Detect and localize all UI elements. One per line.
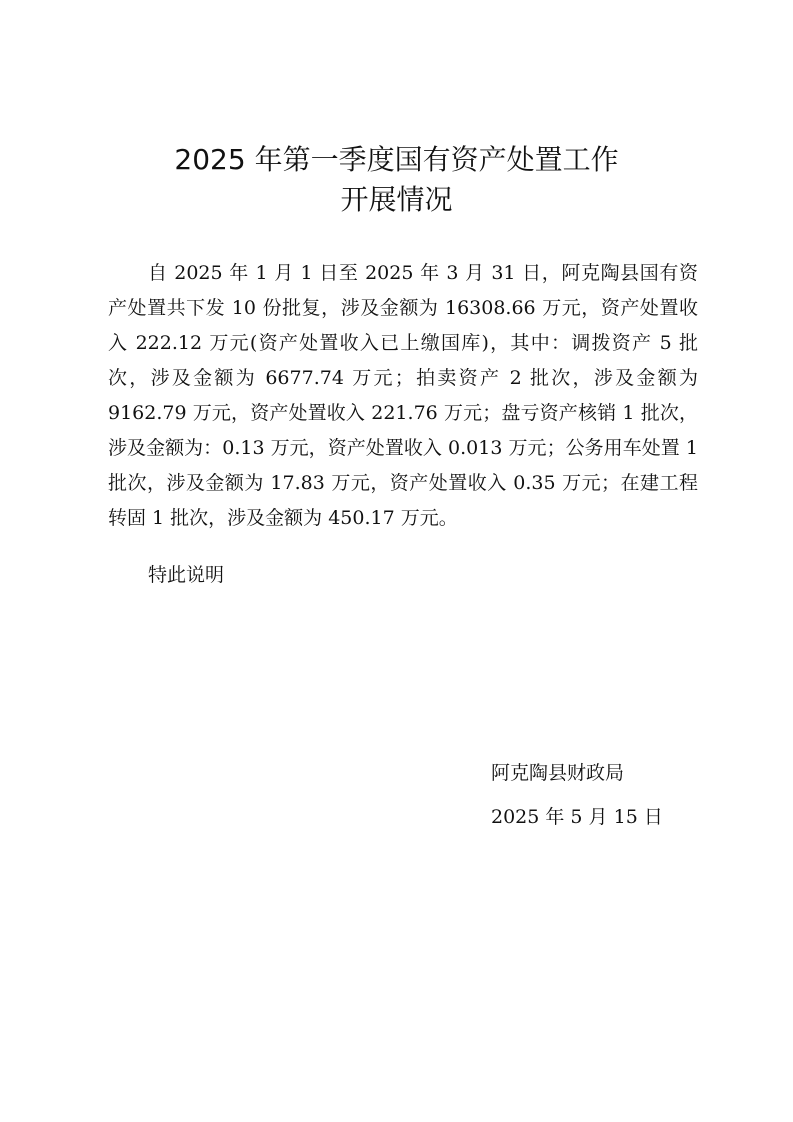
closing-remark: 特此说明	[148, 564, 225, 586]
issuer-signature: 阿克陶县财政局	[491, 762, 625, 784]
issue-date: 2025 年 5 月 15 日	[491, 806, 663, 828]
document-title-line-1: 2025 年第一季度国有资产处置工作	[174, 143, 619, 176]
document-title-line-2: 开展情况	[340, 183, 453, 216]
document-body-paragraph: 自 2025 年 1 月 1 日至 2025 年 3 月 31 日，阿克陶县国有资产处置共下发 10 份批复，涉及金额为 16308.66 万元，资产处置收入 222.12 万元(资产处置收入已上缴国库)，其中：调拨资产 5 批次，涉及金额为 6677.74 万元；拍卖资产 2 批次，涉及金额为 9162.79 万元，资产处置收入 221.76 万元；盘亏资产核销 1 批次，涉及金额为：0.13 万元，资产处置收入 0.013 万元；公务用车处置 1 批次，涉及金额为 17.83 万元，资产处置收入 0.35 万元；在建工程转固 1 批次，涉及金额为 450.17 万元。	[108, 262, 698, 529]
